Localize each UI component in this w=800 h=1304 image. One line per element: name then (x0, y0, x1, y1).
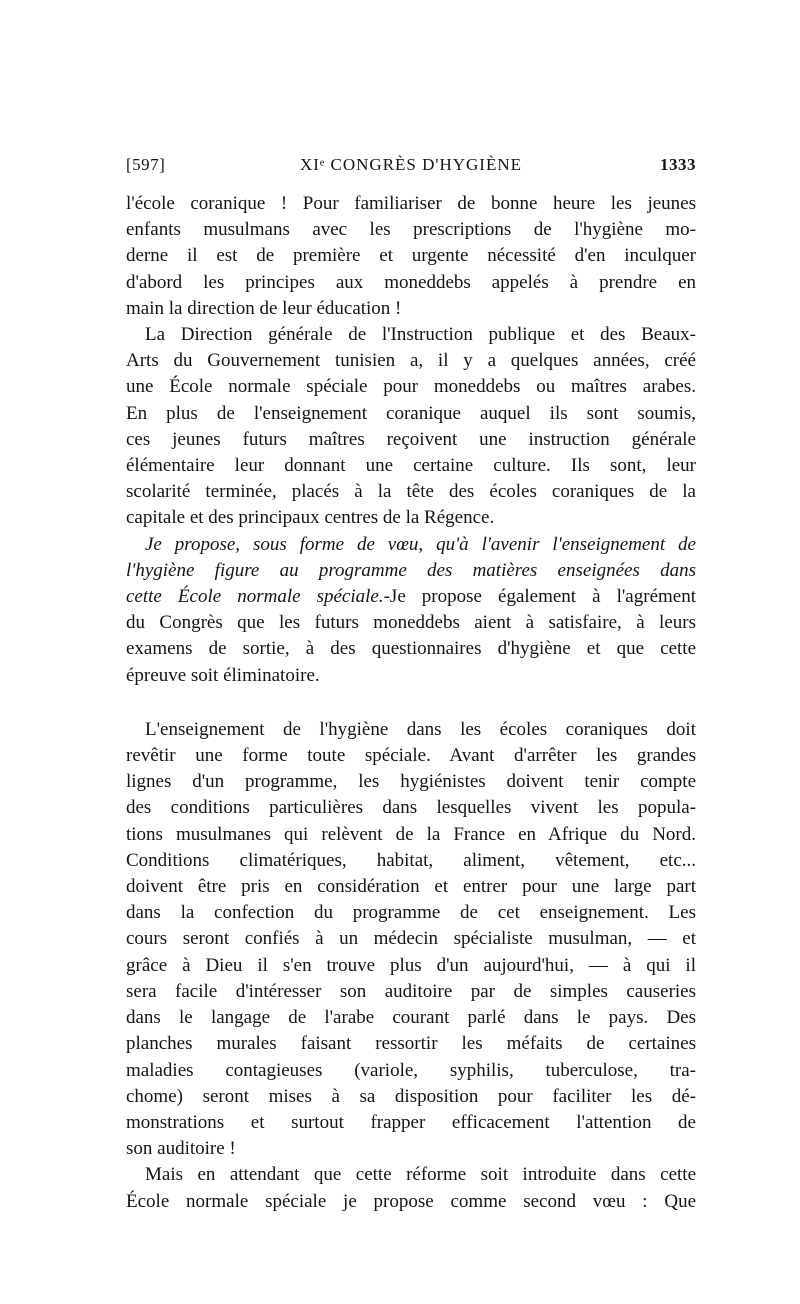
text-line: enfants musulmans avec les prescriptions de l'hygiène mo- (126, 219, 696, 241)
paragraph-5 (126, 1162, 696, 1214)
section-reference: [597] (126, 155, 166, 174)
paragraph-spacer (126, 689, 696, 717)
text-line: capitale et des principaux centres de la Régence. (126, 507, 495, 529)
text-line: École normale spéciale je propose comme second vœu : Que (126, 1190, 696, 1212)
paragraph-4 (126, 717, 696, 1162)
text-line: du Congrès que les futurs moneddebs aient à satisfaire, à leurs (126, 612, 696, 634)
italic-text: cette École normale spéciale. (126, 586, 384, 608)
body-text (126, 191, 696, 1215)
text-line: L'enseignement de l'hygiène dans les écoles coraniques doit (145, 718, 696, 740)
text-line: sera facile d'intéresser son auditoire par de simples causeries (126, 980, 696, 1002)
text-line: ces jeunes futurs maîtres reçoivent une instruction générale (126, 428, 696, 450)
paragraph-3 (126, 532, 696, 689)
text-line: revêtir une forme toute spéciale. Avant d'arrêter les grandes (126, 745, 696, 767)
text-line: examens de sortie, à des questionnaires d'hygiène et que cette (126, 638, 696, 660)
roman-text: -Je propose également à l'agrément (383, 586, 696, 608)
text-line: chome) seront mises à sa disposition pour faciliter les dé- (126, 1085, 696, 1107)
text-line: La Direction générale de l'Instruction publique et des Beaux- (145, 324, 696, 346)
text-line: épreuve soit éliminatoire. (126, 664, 320, 686)
text-line: grâce à Dieu il s'en trouve plus d'un aujourd'hui, — à qui il (126, 954, 696, 976)
text-line: l'hygiène figure au programme des matières enseignées dans (126, 559, 696, 581)
text-line: des conditions particulières dans lesquelles vivent les popula- (126, 797, 696, 819)
paragraph-2 (126, 322, 696, 532)
text-line: élémentaire leur donnant une certaine culture. Ils sont, leur (126, 455, 696, 477)
text-line: Je propose, sous forme de vœu, qu'à l'avenir l'enseignement de (145, 533, 696, 555)
text-line: Arts du Gouvernement tunisien a, il y a quelques années, créé (126, 350, 696, 372)
text-line: lignes d'un programme, les hygiénistes doivent tenir compte (126, 771, 696, 793)
text-line: Mais en attendant que cette réforme soit introduite dans cette (145, 1164, 696, 1186)
text-line: doivent être pris en considération et entrer pour une large part (126, 876, 696, 898)
text-line: cours seront confiés à un médecin spécialiste musulman, — et (126, 928, 696, 950)
text-line: dans la confection du programme de cet enseignement. Les (126, 902, 696, 924)
paragraph-1 (126, 191, 696, 322)
text-line: dans le langage de l'arabe courant parlé dans le pays. Des (126, 1007, 696, 1029)
text-line: une École normale spéciale pour moneddebs ou maîtres arabes. (126, 376, 696, 398)
text-line: maladies contagieuses (variole, syphilis, tuberculose, tra- (126, 1059, 696, 1081)
page-number: 1333 (660, 155, 696, 174)
text-line: main la direction de leur éducation ! (126, 297, 402, 319)
text-line-mixed (126, 584, 696, 610)
text-line: d'abord les principes aux moneddebs appelés à prendre en (126, 271, 696, 293)
text-line: Conditions climatériques, habitat, aliment, vêtement, etc... (126, 849, 696, 871)
running-header (126, 155, 696, 181)
text-line: planches murales faisant ressortir les méfaits de certaines (126, 1033, 696, 1055)
text-line: derne il est de première et urgente nécessité d'en inculquer (126, 245, 696, 267)
text-line: son auditoire ! (126, 1138, 236, 1160)
text-line: En plus de l'enseignement coranique auquel ils sont soumis, (126, 402, 696, 424)
text-line: tions musulmanes qui relèvent de la France en Afrique du Nord. (126, 823, 696, 845)
text-line: l'école coranique ! Pour familiariser de bonne heure les jeunes (126, 193, 696, 214)
text-line: scolarité terminée, placés à la tête des écoles coraniques de la (126, 481, 696, 503)
running-title: XIᵉ CONGRÈS D'HYGIÈNE (299, 155, 523, 174)
text-line: monstrations et surtout frapper efficacement l'attention de (126, 1111, 696, 1133)
